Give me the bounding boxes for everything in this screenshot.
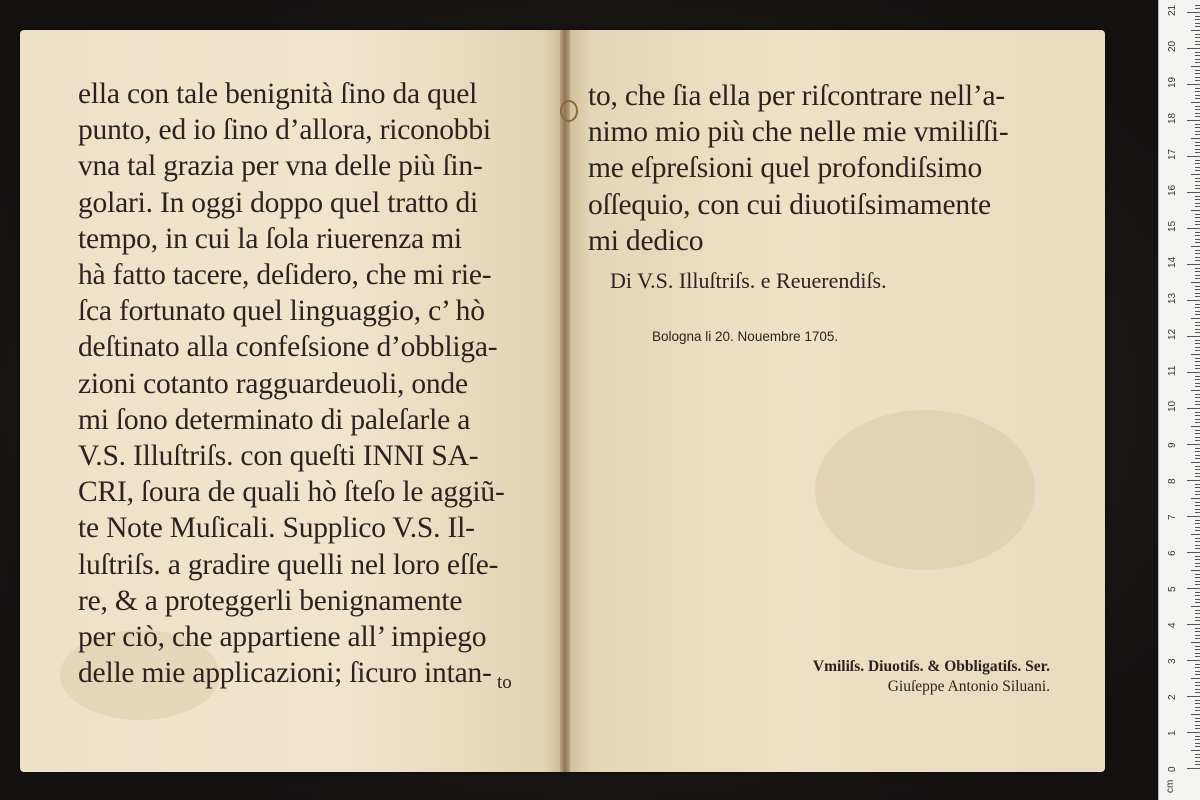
text-line: vna tal grazia per vna delle più ſin- [78,150,483,183]
ruler-tick [1195,361,1200,362]
ruler-tick [1187,84,1200,85]
ruler-tick [1195,494,1200,495]
ruler-tick [1195,145,1200,146]
ruler-tick [1195,106,1200,107]
ruler-tick [1195,725,1200,726]
ruler-tick [1195,764,1200,765]
ruler-tick [1195,530,1200,531]
ruler-tick [1195,203,1200,204]
ruler-tick [1195,170,1200,171]
ruler-tick [1195,476,1200,477]
ruler-tick [1191,174,1200,175]
ruler-tick [1195,124,1200,125]
ruler-tick [1191,102,1200,103]
ruler-tick [1187,12,1200,13]
ruler-tick [1195,739,1200,740]
ruler-tick [1187,228,1200,229]
ruler-tick [1187,192,1200,193]
ruler-tick [1195,649,1200,650]
ruler-tick [1195,707,1200,708]
ruler-number: 2 [1167,694,1178,700]
ruler-tick [1195,224,1200,225]
left-page-text [78,76,548,691]
text-line: CRI, ſoura de quali hò ſteſo le aggiũ- [78,476,505,509]
text-line: re, & a proteggerli benignamente [78,584,463,617]
ruler-tick [1195,188,1200,189]
ruler-tick [1195,523,1200,524]
ruler-tick [1195,286,1200,287]
text-line: luſtriſs. a gradire quelli nel loro eſſe- [78,548,499,581]
ruler-tick [1195,55,1200,56]
ruler-tick [1195,415,1200,416]
ruler-tick [1195,458,1200,459]
ruler-number: 20 [1167,40,1178,52]
ruler-tick [1187,120,1200,121]
ruler-tick [1187,444,1200,445]
ruler-tick [1195,59,1200,60]
ruler-tick [1195,545,1200,546]
ruler-tick [1195,559,1200,560]
ruler-tick [1195,746,1200,747]
text-line: tempo, in cui la ſola riuerenza mi [78,222,462,255]
ruler-tick [1195,278,1200,279]
ruler-tick [1195,602,1200,603]
ruler-number: 12 [1167,328,1178,340]
ruler-tick [1195,491,1200,492]
ruler-number: 7 [1167,514,1178,520]
ruler-tick [1195,595,1200,596]
text-line: to, che ſia ella per riſcontrare nell’a- [588,80,1006,112]
ruler-tick [1195,728,1200,729]
ruler-tick [1195,44,1200,45]
ruler-tick [1195,293,1200,294]
text-line: ella con tale benignità ſino da quel [78,78,478,110]
ruler-tick [1195,163,1200,164]
ruler-tick [1191,678,1200,679]
ruler-tick [1191,570,1200,571]
ruler-tick [1191,282,1200,283]
ruler-tick [1195,455,1200,456]
ruler-tick [1195,325,1200,326]
ruler-number: 0 [1167,766,1178,772]
salutation: Di V.S. Illuſtriſs. e Reuerendiſs. [610,268,887,293]
text-line: mi ſono determinato di paleſarle a [78,403,471,436]
ruler-tick [1191,318,1200,319]
ruler-tick [1195,131,1200,132]
ruler-number: 11 [1167,365,1178,376]
ruler-tick [1195,239,1200,240]
ruler-tick [1195,289,1200,290]
ruler-tick [1191,30,1200,31]
ruler-tick [1191,534,1200,535]
ruler-number: 15 [1167,220,1178,232]
ruler-tick [1195,538,1200,539]
ruler-tick [1195,397,1200,398]
ruler-tick [1195,667,1200,668]
ruler-tick [1195,376,1200,377]
ruler-tick [1195,80,1200,81]
signature-block [813,657,1050,697]
ruler-tick [1195,620,1200,621]
ruler-number: 21 [1167,4,1178,16]
ruler-tick [1195,433,1200,434]
ruler-tick [1195,473,1200,474]
ruler-tick [1195,340,1200,341]
ruler-tick [1195,754,1200,755]
ruler-tick [1195,451,1200,452]
ruler-tick [1195,656,1200,657]
ruler-tick [1187,480,1200,481]
ruler-tick [1191,138,1200,139]
ruler-tick [1195,638,1200,639]
ruler-tick [1195,404,1200,405]
ruler-tick [1195,37,1200,38]
ruler-tick [1195,710,1200,711]
ruler-unit-label: cm [1165,779,1176,793]
ruler-tick [1195,548,1200,549]
ruler-tick [1195,757,1200,758]
ruler-tick [1195,70,1200,71]
ruler-tick [1195,98,1200,99]
ruler-tick [1195,566,1200,567]
ruler-tick [1195,484,1200,485]
ruler-tick [1195,674,1200,675]
ruler-tick [1195,181,1200,182]
ruler-tick [1195,221,1200,222]
ruler-tick [1187,696,1200,697]
ruler-tick [1195,152,1200,153]
ruler-tick [1195,682,1200,683]
ruler-tick [1195,527,1200,528]
ruler-tick [1187,552,1200,553]
ruler-tick [1195,368,1200,369]
ruler-tick [1195,646,1200,647]
ruler-tick [1195,8,1200,9]
ruler-tick [1195,196,1200,197]
ruler-tick [1187,732,1200,733]
ruler-tick [1187,660,1200,661]
text-line: nimo mio più che nelle mie vmiliſſi- [588,116,1009,149]
book-gutter [560,30,570,772]
text-line: oſſequio, con cui diuotiſsimamente [588,188,991,221]
ruler-tick [1195,314,1200,315]
ruler-tick [1195,329,1200,330]
ruler-tick [1195,88,1200,89]
ruler-tick [1195,332,1200,333]
ruler-number: 14 [1167,256,1178,268]
ruler-number: 6 [1167,550,1178,556]
ruler-tick [1195,26,1200,27]
ruler-tick [1195,700,1200,701]
ruler-tick [1195,73,1200,74]
ruler-number: 13 [1167,292,1178,304]
ruler-tick [1195,610,1200,611]
ruler-tick [1195,260,1200,261]
ruler-tick [1195,167,1200,168]
ruler-tick [1195,62,1200,63]
text-line: punto, ed io ſino d’allora, riconobbi [78,114,491,147]
ruler-tick [1195,160,1200,161]
ruler-tick [1195,347,1200,348]
text-line: per ciò, che appartiene all’ impiego [78,621,487,654]
ruler-tick [1191,714,1200,715]
signature-name: Giuſeppe Antonio Siluani. [887,678,1050,695]
ruler-tick [1195,718,1200,719]
ruler-tick [1195,113,1200,114]
ruler-tick [1187,624,1200,625]
ruler-tick [1195,199,1200,200]
measurement-ruler [1158,0,1200,800]
ruler-tick [1195,692,1200,693]
ruler-tick [1195,440,1200,441]
ruler-tick [1187,48,1200,49]
ruler-tick [1195,296,1200,297]
ruler-number: 9 [1167,442,1178,448]
ruler-number: 19 [1167,76,1178,88]
ruler-tick [1195,541,1200,542]
ruler-tick [1191,606,1200,607]
ruler-tick [1187,768,1200,769]
ruler-tick [1195,23,1200,24]
ruler-tick [1195,365,1200,366]
ruler-tick [1191,498,1200,499]
ruler-tick [1187,372,1200,373]
text-line: ſca fortunato quel linguaggio, c’ hò [78,295,485,328]
binding-thread [560,100,578,122]
ruler-tick [1195,379,1200,380]
ruler-tick [1195,358,1200,359]
ruler-tick [1195,574,1200,575]
ruler-tick [1195,77,1200,78]
ruler-tick [1195,235,1200,236]
ruler-tick [1195,16,1200,17]
ruler-tick [1195,250,1200,251]
ruler-tick [1195,206,1200,207]
ruler-number: 10 [1167,400,1178,412]
ruler-tick [1195,134,1200,135]
ruler-tick [1195,761,1200,762]
ruler-tick [1195,383,1200,384]
text-line: golari. In oggi doppo quel tratto di [78,186,478,219]
ruler-tick [1195,685,1200,686]
ruler-tick [1195,505,1200,506]
ruler-tick [1195,322,1200,323]
ruler-tick [1195,52,1200,53]
ruler-tick [1191,210,1200,211]
text-line: delle mie applicazioni; ſicuro intan- [78,657,492,690]
ruler-tick [1195,599,1200,600]
ruler-tick [1195,214,1200,215]
ruler-tick [1195,469,1200,470]
ruler-tick [1195,232,1200,233]
ruler-tick [1195,721,1200,722]
ruler-tick [1195,689,1200,690]
ruler-tick [1195,275,1200,276]
ruler-tick [1195,307,1200,308]
ruler-tick [1187,264,1200,265]
ruler-tick [1195,743,1200,744]
ruler-tick [1195,509,1200,510]
ruler-tick [1195,242,1200,243]
ruler-tick [1195,635,1200,636]
paper-stain [815,410,1035,570]
dateline: Bologna li 20. Nouembre 1705. [652,329,839,344]
ruler-tick [1195,394,1200,395]
ruler-number: 5 [1167,586,1178,592]
ruler-tick [1195,19,1200,20]
ruler-tick [1195,592,1200,593]
ruler-number: 16 [1167,184,1178,196]
ruler-tick [1195,430,1200,431]
ruler-tick [1195,502,1200,503]
ruler-tick [1195,127,1200,128]
ruler-tick [1191,246,1200,247]
ruler-tick [1195,422,1200,423]
ruler-tick [1195,142,1200,143]
ruler-tick [1195,304,1200,305]
text-line: me eſpreſsioni quel profondiſsimo [588,152,983,185]
text-line: hà fatto tacere, deſidero, che mi rie- [78,259,492,292]
text-line: zioni cotanto ragguardeuoli, onde [78,367,468,400]
ruler-tick [1195,520,1200,521]
ruler-tick [1187,516,1200,517]
ruler-tick [1195,178,1200,179]
ruler-tick [1195,703,1200,704]
ruler-tick [1195,556,1200,557]
ruler-tick [1195,653,1200,654]
ruler-tick [1195,350,1200,351]
ruler-number: 1 [1167,730,1178,736]
ruler-tick [1191,642,1200,643]
ruler-tick [1195,271,1200,272]
ruler-tick [1195,617,1200,618]
ruler-tick [1195,253,1200,254]
ruler-tick [1191,426,1200,427]
ruler-tick [1195,664,1200,665]
catchword: to [497,672,512,693]
text-line: te Note Muſicali. Supplico V.S. Il- [78,512,475,545]
signature-title: Vmiliſs. Diuotiſs. & Obbligatiſs. Ser. [812,658,1050,675]
text-line: mi dedico [588,224,704,257]
ruler-tick [1191,462,1200,463]
ruler-tick [1195,257,1200,258]
ruler-tick [1195,116,1200,117]
ruler-tick [1195,448,1200,449]
ruler-tick [1187,588,1200,589]
ruler-tick [1195,581,1200,582]
ruler-tick [1195,671,1200,672]
ruler-tick [1195,109,1200,110]
ruler-tick [1195,217,1200,218]
ruler-tick [1195,268,1200,269]
ruler-tick [1195,563,1200,564]
ruler-tick [1187,408,1200,409]
ruler-tick [1187,336,1200,337]
ruler-tick [1195,628,1200,629]
ruler-tick [1191,354,1200,355]
ruler-tick [1191,66,1200,67]
ruler-number: 18 [1167,112,1178,124]
ruler-tick [1195,437,1200,438]
ruler-tick [1195,512,1200,513]
ruler-tick [1195,419,1200,420]
ruler-tick [1195,311,1200,312]
ruler-tick [1195,577,1200,578]
ruler-tick [1195,41,1200,42]
ruler-tick [1195,613,1200,614]
ruler-tick [1195,95,1200,96]
ruler-tick [1195,386,1200,387]
ruler-tick [1195,185,1200,186]
ruler-number: 3 [1167,658,1178,664]
ruler-number: 17 [1167,148,1178,160]
ruler-tick [1195,401,1200,402]
ruler-tick [1187,156,1200,157]
ruler-tick [1195,584,1200,585]
text-line: V.S. Illuſtriſs. con queſti INNI SA- [78,440,479,473]
ruler-tick [1195,91,1200,92]
ruler-tick [1195,343,1200,344]
ruler-tick [1195,631,1200,632]
ruler-tick [1195,5,1200,6]
right-page-text [588,78,1068,259]
ruler-tick [1187,300,1200,301]
ruler-tick [1195,736,1200,737]
ruler-number: 4 [1167,622,1178,628]
ruler-tick [1191,390,1200,391]
ruler-tick [1195,412,1200,413]
ruler-number: 8 [1167,478,1178,484]
ruler-tick [1195,487,1200,488]
ruler-tick [1195,34,1200,35]
text-line: deſtinato alla confeſsione d’obbliga- [78,331,498,364]
ruler-tick [1191,750,1200,751]
ruler-tick [1195,149,1200,150]
ruler-tick [1195,466,1200,467]
